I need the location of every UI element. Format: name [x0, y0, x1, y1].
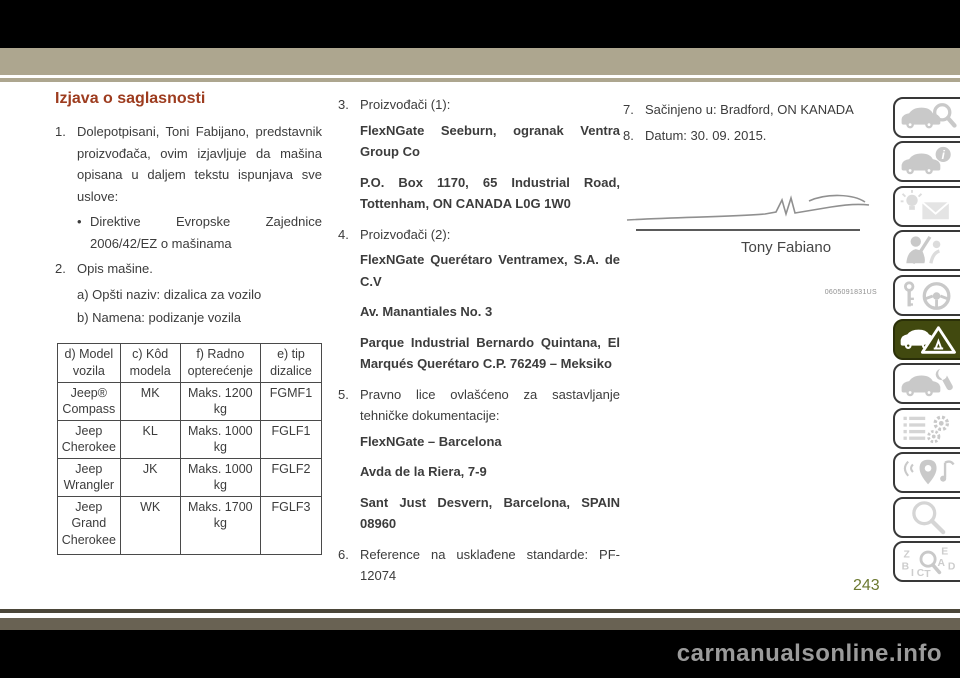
svg-text:A: A: [937, 557, 945, 569]
cell-model: Jeep® Compass: [58, 382, 121, 420]
legal-entity-address: Sant Just Desvern, Barcelona, SPAIN 08960: [360, 494, 620, 531]
list-item-5: 5. Pravno lice ovlašćeno za sastavljanje tehničke dokumentacije:: [338, 386, 620, 423]
list-item-8: 8. Datum: 30. 09. 2015.: [623, 127, 767, 143]
sidebar-tab-in-case-of-emergency[interactable]: [893, 319, 960, 360]
alphabet-magnifier-icon: [898, 545, 960, 579]
car-search-icon: [898, 101, 960, 135]
legal-entity-street: Avda de la Riera, 7-9: [360, 464, 487, 479]
key-steering-icon: [898, 279, 960, 313]
svg-text:T: T: [924, 569, 931, 579]
svg-text:i: i: [941, 148, 945, 163]
svg-text:D: D: [947, 561, 956, 573]
magnifier-icon: [898, 501, 960, 535]
cell-code: KL: [120, 420, 180, 458]
top-black-bar: [0, 0, 960, 48]
list-item-3: 3. Proizvođači (1):: [338, 97, 451, 112]
list-item-7: 7. Sačinjeno u: Bradford, ON KANADA: [623, 102, 854, 117]
svg-text:E: E: [941, 546, 949, 558]
column-signature: [623, 99, 891, 304]
col-header: e) tip dizalice: [260, 343, 321, 382]
car-wrench-icon: [898, 367, 960, 401]
cell-load: Maks. 1200 kg: [180, 382, 260, 420]
sidebar-tab-search[interactable]: [893, 497, 960, 538]
manufacturer-2-address: Parque Industrial Bernardo Quintana, El Marqués Querétaro C.P. 76249 – Meksiko: [360, 334, 620, 371]
manufacturer-2-name: FlexNGate Querétaro Ventramex, S.A. de C.V: [360, 252, 620, 289]
sidebar-tab-multimedia[interactable]: [893, 452, 960, 493]
figure-code: 0605091831US: [824, 289, 877, 296]
cell-jack-type: FGMF1: [260, 382, 321, 420]
sidebar-tab-alphabetical-index[interactable]: [893, 541, 960, 582]
cell-code: WK: [120, 496, 180, 554]
cell-load: Maks. 1700 kg: [180, 496, 260, 554]
signature-name: Tony Fabiano: [741, 238, 832, 256]
svg-text:B: B: [901, 561, 910, 573]
cell-model: Jeep Wrangler: [58, 458, 121, 496]
bottom-dark-rule: [0, 609, 960, 613]
sidebar-tab-starting-operating[interactable]: [893, 275, 960, 316]
bullet-directive: • Direktive Evropske Zajednice 2006/42/EZ o mašinama: [77, 214, 322, 251]
column-manufacturers: [338, 94, 620, 591]
vehicle-jack-table: [57, 343, 322, 555]
list-item-6: 6. Reference na usklađene standarde: PF-12074: [338, 546, 620, 583]
site-watermark[interactable]: carmanualsonline.info: [676, 640, 942, 667]
cell-load: Maks. 1000 kg: [180, 420, 260, 458]
list-item-2b: b) Namena: podizanje vozila: [77, 310, 242, 325]
seatbelt-person-icon: [898, 234, 960, 268]
col-header: c) Kôd modela: [120, 343, 180, 382]
svg-text:I: I: [911, 568, 914, 579]
sidebar-tab-getting-to-know[interactable]: [893, 141, 960, 182]
list-item-1: 1. Dolepotpisani, Toni Fabijano, predstavnik proizvođača, ovim izjavljuje da mašina opisana u daljem tekstu ispunjava sve uslove:: [55, 124, 322, 204]
col-header: d) Model vozila: [58, 343, 121, 382]
car-info-icon: [898, 145, 960, 179]
cell-load: Maks. 1000 kg: [180, 458, 260, 496]
list-gears-icon: [898, 412, 960, 446]
table-header-row: [58, 343, 322, 382]
sidebar-tab-technical-specifications[interactable]: [893, 408, 960, 449]
cell-model: Jeep Grand Cherokee: [58, 496, 121, 554]
page-number: 243: [853, 577, 880, 594]
table-row: [58, 496, 322, 554]
table-row: [58, 420, 322, 458]
list-item-4: 4. Proizvođači (2):: [338, 226, 451, 242]
manufacturer-1-name: FlexNGate Seeburn, ogranak Ventra Group Co: [360, 122, 620, 159]
cell-code: JK: [120, 458, 180, 496]
table-row: [58, 458, 322, 496]
sidebar-tab-warning-lights[interactable]: [893, 186, 960, 227]
signature-block: [623, 188, 891, 304]
sidebar-tab-safety[interactable]: [893, 230, 960, 271]
bottom-brown-band: [0, 618, 960, 630]
manufacturer-1-address: P.O. Box 1170, 65 Industrial Road, Tottenham, ON CANADA L0G 1W0: [360, 174, 620, 211]
cell-jack-type: FGLF2: [260, 458, 321, 496]
cell-code: MK: [120, 382, 180, 420]
legal-entity-name: FlexNGate – Barcelona: [360, 433, 502, 449]
handwritten-signature: [623, 188, 873, 228]
cell-jack-type: FGLF3: [260, 496, 321, 554]
car-warning-triangle-icon: [898, 323, 960, 357]
manufacturer-2-street: Av. Manantiales No. 3: [360, 304, 493, 319]
table-row: [58, 382, 322, 420]
svg-text:C: C: [916, 568, 925, 579]
signature-rule: [636, 229, 860, 231]
list-item-2: 2. Opis mašine.: [55, 261, 153, 276]
cell-jack-type: FGLF1: [260, 420, 321, 458]
cell-model: Jeep Cherokee: [58, 420, 121, 458]
sidebar-tab-vehicle-overview[interactable]: [893, 97, 960, 138]
list-item-2a: a) Opšti naziv: dizalica za vozilo: [77, 286, 262, 302]
top-tan-band: [0, 48, 960, 75]
svg-text:Z: Z: [903, 549, 910, 561]
col-header: f) Radno opterećenje: [180, 343, 260, 382]
bulb-envelope-icon: [898, 190, 960, 224]
sidebar-tab-servicing-maintenance[interactable]: [893, 363, 960, 404]
section-title: Izjava o saglasnosti: [55, 90, 206, 107]
column-declaration: [55, 90, 322, 555]
top-tan-rule: [0, 78, 960, 82]
pin-music-icon: [898, 456, 960, 490]
